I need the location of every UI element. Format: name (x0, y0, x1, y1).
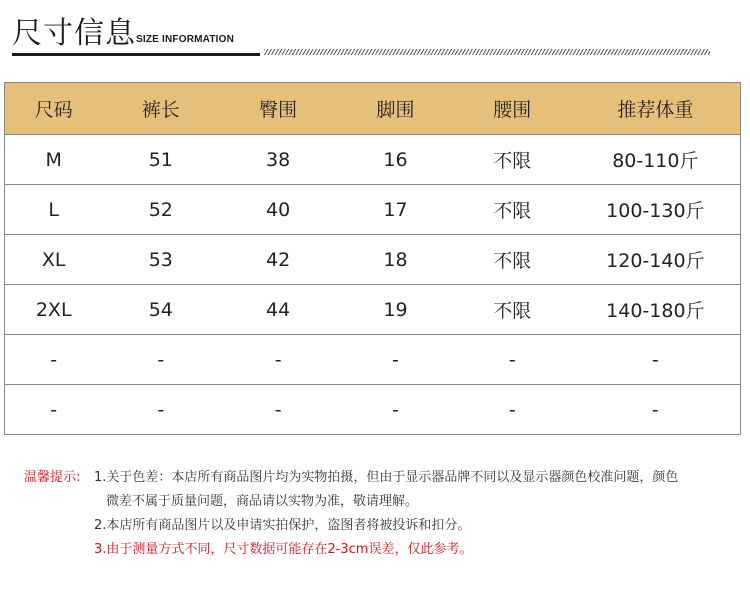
table-cell: 2XL (5, 285, 103, 335)
table-row (5, 285, 741, 335)
table-cell: 18 (337, 235, 454, 285)
table-cell: L (5, 185, 103, 235)
size-info-header (12, 14, 712, 58)
table-cell: 42 (219, 235, 337, 285)
table-row (5, 185, 741, 235)
column-header: 推荐体重 (571, 83, 741, 135)
table-cell: - (337, 335, 454, 385)
table-cell: 44 (219, 285, 337, 335)
table-cell: 19 (337, 285, 454, 335)
table-cell: M (5, 135, 103, 185)
table-header-row (5, 83, 741, 135)
table-cell: - (571, 385, 741, 435)
table-row (5, 135, 741, 185)
table-cell: 40 (219, 185, 337, 235)
column-header: 脚围 (337, 83, 454, 135)
table-cell: 16 (337, 135, 454, 185)
table-cell: - (102, 385, 219, 435)
table-cell: 38 (219, 135, 337, 185)
table-cell: 80-110斤 (571, 135, 741, 185)
table-row (5, 235, 741, 285)
table-cell: - (102, 335, 219, 385)
table-cell: - (5, 385, 103, 435)
table-cell: 100-130斤 (571, 185, 741, 235)
table-cell: 54 (102, 285, 219, 335)
table-cell: 17 (337, 185, 454, 235)
tip-color-difference: 1.关于色差：本店所有商品图片均为实物拍摄，但由于显示器品牌不同以及显示器颜色校准问题，颜色 (94, 470, 679, 485)
column-header: 裤长 (102, 83, 219, 135)
table-cell: - (219, 335, 337, 385)
tip-measurement-error: 3.由于测量方式不同，尺寸数据可能存在2-3cm误差，仅此参考。 (94, 542, 473, 557)
table-cell: - (454, 385, 571, 435)
table-cell: 52 (102, 185, 219, 235)
table-cell: 51 (102, 135, 219, 185)
table-cell: - (454, 335, 571, 385)
column-header: 腰围 (454, 83, 571, 135)
table-cell: 不限 (454, 235, 571, 285)
table-row (5, 335, 741, 385)
tip-color-difference-cont: 微差不属于质量问题，商品请以实物为准，敬请理解。 (106, 494, 419, 509)
page-title: 尺寸信息 (12, 16, 136, 51)
column-header: 尺码 (5, 83, 103, 135)
table-cell: 53 (102, 235, 219, 285)
tip-photo-protection: 2.本店所有商品图片以及申请实拍保护，盗图者将被投诉和扣分。 (94, 518, 471, 533)
table-cell: - (5, 335, 103, 385)
table-cell: 不限 (454, 135, 571, 185)
table-cell: 不限 (454, 185, 571, 235)
column-header: 臀围 (219, 83, 337, 135)
table-cell: - (571, 335, 741, 385)
page-subtitle: SIZE INFORMATION (136, 34, 235, 45)
table-cell: - (219, 385, 337, 435)
title-hatch-divider (264, 49, 710, 55)
table-cell: 140-180斤 (571, 285, 741, 335)
table-cell: - (337, 385, 454, 435)
table-cell: 不限 (454, 285, 571, 335)
size-table (4, 82, 741, 435)
table-row (5, 385, 741, 435)
tips-label: 温馨提示: (24, 470, 81, 485)
table-cell: XL (5, 235, 103, 285)
title-underline (12, 53, 260, 56)
table-cell: 120-140斤 (571, 235, 741, 285)
